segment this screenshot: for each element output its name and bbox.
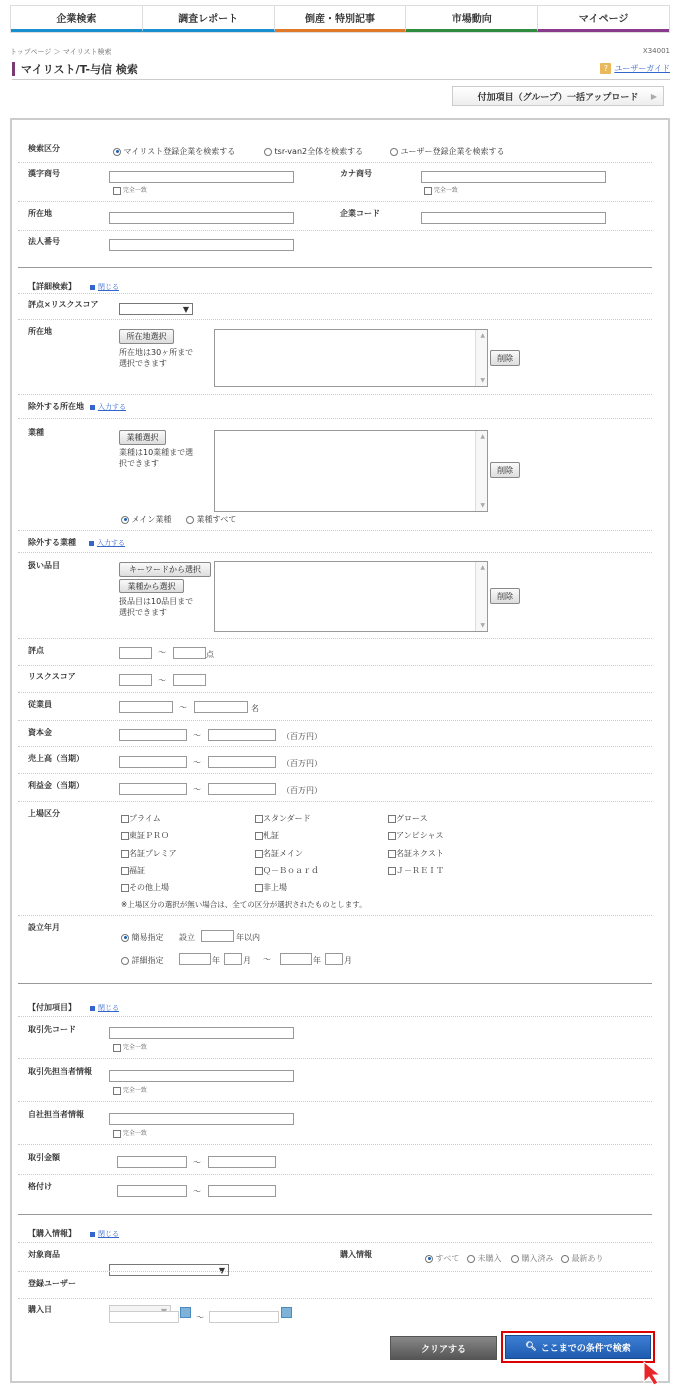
exact-label: 完全一致 — [122, 187, 147, 194]
rank-from-input[interactable] — [117, 1185, 187, 1197]
nav-mypage[interactable]: マイページ — [538, 6, 669, 32]
amount-label: 取引金額 — [28, 1153, 60, 1162]
checkbox-icon — [255, 850, 263, 858]
corp-no-label: 法人番号 — [28, 237, 60, 246]
exact-label: 完全一致 — [122, 1130, 147, 1137]
radio-icon — [425, 1255, 433, 1263]
address-label: 所在地 — [28, 209, 52, 218]
listing-checkbox[interactable] — [121, 830, 169, 841]
divider — [18, 801, 652, 802]
screen-id: X34001 — [642, 47, 670, 55]
amount-to-input[interactable] — [208, 1156, 276, 1168]
calendar-icon[interactable] — [180, 1307, 191, 1318]
address-list[interactable] — [214, 329, 488, 387]
divider — [18, 418, 652, 419]
divider — [18, 162, 652, 163]
global-nav — [10, 5, 670, 33]
help-icon: ? — [600, 63, 611, 74]
scroll-up-icon[interactable]: ▲ — [480, 564, 485, 571]
scrollbar[interactable] — [475, 431, 487, 511]
divider — [18, 319, 652, 320]
industry-main-radio[interactable] — [121, 514, 171, 525]
purchase-close-label: 閉じる — [98, 1230, 119, 1238]
kubun-option-mylist[interactable] — [113, 146, 235, 157]
founded-label: 設立年月 — [28, 923, 60, 932]
purchase-info-label: 購入情報 — [340, 1250, 372, 1259]
industry-all-radio[interactable] — [186, 514, 236, 525]
sales-unit: （百万円） — [282, 759, 322, 768]
industry-note — [119, 447, 193, 469]
purchase-close-link[interactable] — [90, 1229, 119, 1239]
industry-note-2: 択できます — [119, 459, 159, 468]
scrollbar[interactable] — [475, 562, 487, 631]
listing-label: 上場区分 — [28, 809, 60, 818]
founded-detailed-radio[interactable] — [121, 955, 164, 966]
divider — [18, 1271, 652, 1272]
risk-to-input[interactable] — [173, 674, 206, 686]
divider — [18, 773, 652, 774]
listing-growth: グロース — [396, 814, 428, 823]
tilde: ～ — [263, 955, 271, 964]
detailed-label: 詳細指定 — [131, 956, 164, 965]
checkbox-icon — [255, 815, 263, 823]
expand-icon — [89, 541, 94, 546]
scroll-down-icon[interactable]: ▼ — [480, 502, 485, 509]
kubun-option-mylist-label: マイリスト登録企業を検索する — [123, 147, 236, 156]
kubun-label: 検索区分 — [28, 144, 60, 153]
rating-from-input[interactable] — [119, 647, 152, 659]
radio-icon — [264, 148, 272, 156]
risk-from-input[interactable] — [119, 674, 152, 686]
purchase-date-label: 購入日 — [28, 1305, 52, 1314]
checkbox-icon — [255, 884, 263, 892]
user-guide-link[interactable] — [600, 63, 670, 74]
kubun-option-user-label: ユーザー登録企業を検索する — [400, 147, 505, 156]
nav-bankruptcy-articles[interactable]: 倒産・特別記事 — [275, 6, 407, 32]
detail-header: 【詳細検索】 — [28, 282, 76, 291]
search-form-panel — [10, 118, 670, 1383]
extra-close-link[interactable] — [90, 1003, 119, 1013]
listing-q-board: Ｑ－Ｂｏａｒｄ — [263, 866, 319, 875]
setsuritsu-label: 設立 — [179, 933, 195, 942]
listing-checkbox[interactable] — [121, 865, 145, 876]
capital-unit: （百万円） — [282, 732, 322, 741]
kanji-input[interactable] — [109, 171, 294, 183]
divider — [18, 293, 652, 294]
sales-label: 売上高（当期） — [28, 754, 84, 763]
industry-list[interactable] — [214, 430, 488, 512]
listing-checkbox[interactable] — [255, 882, 287, 893]
industry-main-label: メイン業種 — [131, 515, 172, 524]
detail-close-label: 閉じる — [98, 283, 119, 291]
exclude-address-label: 除外する所在地 — [28, 402, 84, 411]
divider — [18, 1016, 652, 1017]
purchase-date-to-input[interactable] — [209, 1311, 279, 1323]
purchase-info-purchased-radio[interactable] — [511, 1253, 554, 1264]
radio-icon — [186, 516, 194, 524]
tilde: ～ — [193, 731, 201, 740]
checkbox-icon — [255, 867, 263, 875]
address-note — [119, 347, 193, 369]
radio-icon — [121, 957, 129, 965]
rating-unit: 点 — [206, 650, 214, 659]
address-select-button[interactable]: 所在地選択 — [119, 329, 174, 344]
divider — [18, 638, 652, 639]
divider — [18, 665, 652, 666]
checkbox-icon — [388, 832, 396, 840]
collapse-icon — [90, 1006, 95, 1011]
own-staff-label: 自社担当者情報 — [28, 1110, 84, 1119]
checkbox-icon — [113, 1130, 121, 1138]
user-guide-text[interactable]: ユーザーガイド — [614, 64, 670, 73]
divider — [18, 1298, 652, 1299]
company-code-input[interactable] — [421, 212, 606, 224]
input-label: 入力する — [97, 539, 125, 547]
clear-button[interactable]: クリアする — [390, 1336, 497, 1360]
tilde: ～ — [193, 758, 201, 767]
products-note-1: 扱品目は10品目まで — [119, 597, 194, 606]
divider — [18, 1144, 652, 1145]
extra-header: 【付加項目】 — [28, 1003, 76, 1012]
listing-nse-premier: 名証プレミア — [129, 849, 177, 858]
tilde: ～ — [158, 648, 166, 657]
listing-checkbox[interactable] — [388, 848, 444, 859]
checkbox-icon — [121, 832, 129, 840]
checkbox-icon — [388, 815, 396, 823]
tilde: ～ — [196, 1313, 204, 1322]
tilde: ～ — [193, 1187, 201, 1196]
purchase-header: 【購入情報】 — [28, 1229, 76, 1238]
purchase-unpurchased-label: 未購入 — [477, 1254, 502, 1263]
divider — [18, 692, 652, 693]
capital-label: 資本金 — [28, 728, 52, 737]
product-select[interactable] — [109, 1264, 229, 1276]
divider — [18, 230, 652, 231]
group-upload-label: 付加項目（グループ）一括アップロード — [477, 92, 639, 103]
kana-exact-checkbox[interactable] — [424, 185, 458, 195]
products-list[interactable] — [214, 561, 488, 632]
radio-icon — [113, 148, 121, 156]
checkbox-icon — [388, 867, 396, 875]
industry-label: 業種 — [28, 428, 44, 437]
purchase-all-label: すべて — [435, 1254, 460, 1263]
year-label: 年 — [313, 956, 321, 965]
search-icon: 🔍︎ — [525, 1342, 537, 1352]
exclude-industry-label: 除外する業種 — [28, 538, 76, 547]
profit-unit: （百万円） — [282, 786, 322, 795]
founded-to-month-input[interactable] — [325, 953, 343, 965]
tilde: ～ — [193, 1158, 201, 1167]
checkbox-icon — [113, 1044, 121, 1052]
rank-label: 格付け — [28, 1182, 52, 1191]
divider — [18, 530, 652, 531]
extra-close-label: 閉じる — [98, 1004, 119, 1012]
divider — [18, 1058, 652, 1059]
address-input[interactable] — [109, 212, 294, 224]
industry-delete-button[interactable]: 削除 — [490, 462, 520, 478]
search-button-highlight — [501, 1331, 655, 1363]
radio-icon — [561, 1255, 569, 1263]
sales-to-input[interactable] — [208, 756, 276, 768]
employees-unit: 名 — [251, 704, 259, 713]
checkbox-icon — [388, 850, 396, 858]
detail-close-link[interactable] — [90, 282, 119, 292]
capital-from-input[interactable] — [119, 729, 187, 741]
own-staff-input[interactable] — [109, 1113, 294, 1125]
group-upload-button[interactable] — [452, 86, 664, 106]
radio-icon — [511, 1255, 519, 1263]
partner-code-label: 取引先コード — [28, 1025, 76, 1034]
purchase-info-all-radio[interactable] — [425, 1253, 459, 1264]
listing-checkbox[interactable] — [255, 848, 303, 859]
exclude-industry-input-link[interactable] — [89, 538, 125, 548]
amount-from-input[interactable] — [117, 1156, 187, 1168]
scroll-up-icon[interactable]: ▲ — [480, 332, 485, 339]
page-title-bar — [12, 58, 670, 80]
products-note — [119, 596, 193, 618]
listing-ambitious: アンビシャス — [396, 831, 444, 840]
chevron-down-icon: ▼ — [182, 305, 189, 314]
expand-icon — [90, 405, 95, 410]
founded-from-year-input[interactable] — [179, 953, 211, 965]
divider — [18, 394, 652, 395]
rating-to-input[interactable] — [173, 647, 206, 659]
checkbox-icon — [121, 815, 129, 823]
kubun-option-tsr-all[interactable] — [264, 146, 363, 157]
founded-from-month-input[interactable] — [224, 953, 242, 965]
kana-input[interactable] — [421, 171, 606, 183]
tilde: ～ — [193, 785, 201, 794]
listing-fukuoka: 福証 — [129, 866, 145, 875]
products-label: 扱い品目 — [28, 561, 60, 570]
partner-code-input[interactable] — [109, 1027, 294, 1039]
search-button-label: ここまでの条件で検索 — [540, 1343, 631, 1354]
partner-staff-input[interactable] — [109, 1070, 294, 1082]
founded-to-year-input[interactable] — [280, 953, 312, 965]
listing-checkbox[interactable] — [255, 830, 279, 841]
keyword-select-button[interactable]: キーワードから選択 — [119, 562, 211, 577]
industry-select-button[interactable]: 業種選択 — [119, 430, 166, 445]
listing-checkbox[interactable] — [255, 813, 311, 824]
divider — [18, 915, 652, 916]
score-risk-label: 評点×リスクスコア — [28, 300, 99, 309]
kana-label: カナ商号 — [340, 169, 372, 178]
year-label: 年 — [212, 956, 220, 965]
purchase-latest-label: 最新あり — [571, 1254, 604, 1263]
profit-to-input[interactable] — [208, 783, 276, 795]
radio-icon — [121, 516, 129, 524]
listing-unlisted: 非上場 — [263, 883, 287, 892]
partner-staff-label: 取引先担当者情報 — [28, 1067, 92, 1076]
page-title: マイリスト/T-与信 検索 — [21, 62, 138, 76]
divider — [18, 201, 652, 202]
listing-j-reit: Ｊ－ＲＥＩＴ — [396, 866, 444, 875]
checkbox-icon — [113, 1087, 121, 1095]
founded-simple-radio[interactable] — [121, 932, 164, 943]
divider — [18, 1174, 652, 1175]
arrow-right-icon: ▶ — [650, 91, 657, 101]
checkbox-icon — [113, 187, 121, 195]
industry-note-1: 業種は10業種まで選 — [119, 448, 194, 457]
rank-to-input[interactable] — [208, 1185, 276, 1197]
chevron-down-icon: ▼ — [218, 1266, 225, 1275]
divider — [18, 1242, 652, 1243]
employees-to-input[interactable] — [194, 701, 248, 713]
scroll-up-icon[interactable]: ▲ — [480, 433, 485, 440]
listing-other: その他上場 — [129, 883, 169, 892]
listing-standard: スタンダード — [263, 814, 311, 823]
company-code-label: 企業コード — [340, 209, 380, 218]
listing-nse-next: 名証ネクスト — [396, 849, 444, 858]
collapse-icon — [90, 1232, 95, 1237]
listing-checkbox[interactable] — [388, 813, 428, 824]
kubun-option-user[interactable] — [390, 146, 505, 157]
exact-label: 完全一致 — [122, 1044, 147, 1051]
tilde: ～ — [179, 703, 187, 712]
listing-checkbox[interactable] — [388, 865, 444, 876]
industry-all-label: 業種すべて — [196, 515, 237, 524]
mouse-cursor-icon — [640, 1360, 664, 1386]
kubun-option-tsr-all-label: tsr-van2全体を検索する — [274, 147, 364, 156]
scroll-down-icon[interactable]: ▼ — [480, 622, 485, 629]
address-note-2: 選択できます — [119, 359, 167, 368]
product-label: 対象商品 — [28, 1250, 60, 1259]
nav-market-trends[interactable]: 市場動向 — [406, 6, 538, 32]
profit-label: 利益金（当期） — [28, 781, 84, 790]
partner-code-exact-checkbox[interactable] — [113, 1042, 147, 1052]
input-label: 入力する — [98, 403, 126, 411]
listing-sapporo: 札証 — [263, 831, 279, 840]
listing-nse-main: 名証メイン — [263, 849, 303, 858]
rating-label: 評点 — [28, 646, 44, 655]
breadcrumb[interactable]: トップページ ＞ マイリスト検索 — [10, 48, 112, 56]
radio-icon — [467, 1255, 475, 1263]
employees-label: 従業員 — [28, 700, 52, 709]
partner-staff-exact-checkbox[interactable] — [113, 1085, 147, 1095]
exact-label: 完全一致 — [122, 1087, 147, 1094]
calendar-icon[interactable] — [281, 1307, 292, 1318]
address-note-1: 所在地は30ヶ所まで — [119, 348, 194, 357]
listing-checkbox[interactable] — [121, 813, 161, 824]
purchase-purchased-label: 購入済み — [521, 1254, 554, 1263]
listing-tse-pro: 東証ＰＲＯ — [129, 831, 169, 840]
scroll-down-icon[interactable]: ▼ — [480, 377, 485, 384]
founded-years-input[interactable] — [201, 930, 234, 942]
checkbox-icon — [255, 832, 263, 840]
divider — [18, 746, 652, 747]
employees-from-input[interactable] — [119, 701, 173, 713]
exclude-address-input-link[interactable] — [90, 402, 126, 412]
products-delete-button[interactable]: 削除 — [490, 588, 520, 604]
simple-label: 簡易指定 — [131, 933, 164, 942]
products-note-2: 選択できます — [119, 608, 167, 617]
section-divider — [18, 267, 652, 268]
risk-label: リスクスコア — [28, 672, 76, 681]
address-delete-button[interactable]: 削除 — [490, 350, 520, 366]
nav-research-report[interactable]: 調査レポート — [143, 6, 275, 32]
user-label: 登録ユーザー — [28, 1279, 76, 1288]
month-label: 月 — [344, 956, 352, 965]
purchase-info-latest-radio[interactable] — [561, 1253, 604, 1264]
divider — [18, 1101, 652, 1102]
profit-from-input[interactable] — [119, 783, 187, 795]
month-label: 月 — [243, 956, 251, 965]
listing-checkbox[interactable] — [121, 848, 177, 859]
checkbox-icon — [121, 850, 129, 858]
listing-checkbox[interactable] — [255, 865, 319, 876]
search-button[interactable] — [505, 1335, 651, 1359]
radio-icon — [121, 934, 129, 942]
listing-checkbox[interactable] — [388, 830, 444, 841]
kanji-exact-checkbox[interactable] — [113, 185, 147, 195]
purchase-info-unpurchased-radio[interactable] — [467, 1253, 502, 1264]
divider — [18, 552, 652, 553]
section-divider — [18, 1214, 652, 1215]
section-divider — [18, 983, 652, 984]
title-accent-bar — [12, 62, 15, 76]
collapse-icon — [90, 285, 95, 290]
capital-to-input[interactable] — [208, 729, 276, 741]
within-years-label: 年以内 — [236, 933, 260, 942]
divider — [18, 720, 652, 721]
kanji-label: 漢字商号 — [28, 169, 60, 178]
score-risk-select[interactable] — [119, 303, 193, 315]
purchase-date-from-input[interactable] — [109, 1311, 179, 1323]
checkbox-icon — [121, 884, 129, 892]
exact-label: 完全一致 — [433, 187, 458, 194]
checkbox-icon — [424, 187, 432, 195]
tilde: ～ — [158, 676, 166, 685]
checkbox-icon — [121, 867, 129, 875]
industry-product-select-button[interactable]: 業種から選択 — [119, 579, 184, 593]
radio-icon — [390, 148, 398, 156]
sales-from-input[interactable] — [119, 756, 187, 768]
nav-company-search[interactable]: 企業検索 — [11, 6, 143, 32]
listing-note: ※上場区分の選択が無い場合は、全ての区分が選択されたものとします。 — [121, 900, 367, 909]
own-staff-exact-checkbox[interactable] — [113, 1128, 147, 1138]
detail-address-label: 所在地 — [28, 327, 52, 336]
listing-checkbox[interactable] — [121, 882, 169, 893]
corp-no-input[interactable] — [109, 239, 294, 251]
listing-prime: プライム — [129, 814, 161, 823]
